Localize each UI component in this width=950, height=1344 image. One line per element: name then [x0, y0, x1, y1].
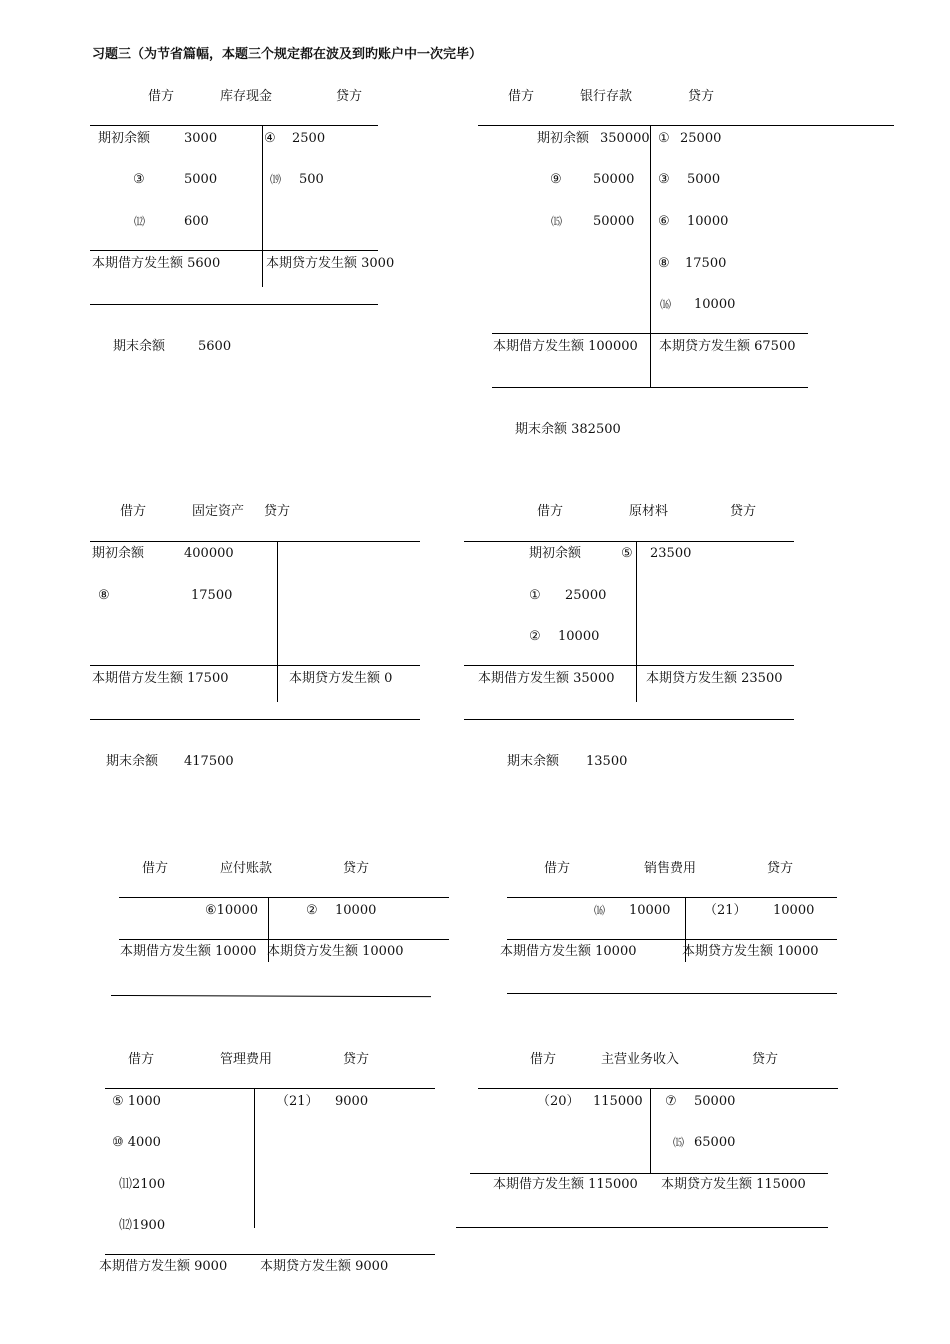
- credit-entry-label: ⑦: [665, 1094, 677, 1109]
- credit-entry-value: 500: [299, 172, 324, 187]
- debit-entry-label: 期初余额: [92, 546, 145, 561]
- account-name: 应付账款: [220, 861, 273, 876]
- bottom-line: [111, 995, 431, 997]
- t-account-top-line: [119, 897, 449, 898]
- credit-entry-label: ⒆: [270, 173, 281, 186]
- debit-label: 借方: [508, 89, 535, 104]
- credit-entry-label: ①: [658, 131, 670, 146]
- credit-label: 贷方: [343, 861, 370, 876]
- debit-label: 借方: [128, 1052, 155, 1067]
- t-account-top-line: [464, 541, 794, 542]
- debit-entry-label: ⑿1900: [119, 1218, 166, 1233]
- credit-label: 贷方: [264, 504, 291, 519]
- debit-entry-value: 17500: [191, 588, 233, 603]
- credit-entry-label: ⑧: [658, 256, 670, 271]
- debit-total: 本期借方发生额 5600: [92, 256, 221, 271]
- totals-line: [105, 1254, 435, 1255]
- debit-label: 借方: [530, 1052, 557, 1067]
- credit-entry-label: ⒃: [660, 298, 671, 311]
- debit-entry-label: ③: [133, 172, 145, 187]
- debit-entry-label: ⒃: [594, 904, 605, 917]
- totals-line: [492, 333, 808, 334]
- credit-entry-value: 25000: [680, 131, 722, 146]
- debit-entry-value: 10000: [629, 903, 671, 918]
- credit-total: 本期贷方发生额 9000: [260, 1259, 389, 1274]
- credit-entry-label: ⒂: [673, 1136, 684, 1149]
- debit-total: 本期借方发生额 17500: [92, 671, 229, 686]
- bottom-line: [90, 304, 378, 305]
- debit-entry-label: 期初余额: [529, 546, 582, 561]
- debit-label: 借方: [537, 504, 564, 519]
- account-name: 银行存款: [580, 89, 633, 104]
- credit-entry-value: 50000: [694, 1094, 736, 1109]
- debit-total: 本期借方发生额 100000: [493, 339, 638, 354]
- t-account-divider: [262, 125, 263, 287]
- debit-entry-label: ⑩ 4000: [112, 1135, 161, 1150]
- debit-total: 本期借方发生额 35000: [478, 671, 615, 686]
- credit-label: 贷方: [730, 504, 757, 519]
- credit-total: 本期贷方发生额 67500: [659, 339, 796, 354]
- totals-line: [119, 939, 449, 940]
- debit-label: 借方: [142, 861, 169, 876]
- credit-label: 贷方: [688, 89, 715, 104]
- credit-total: 本期贷方发生额 115000: [661, 1177, 806, 1192]
- ending-balance-label: 期末余额: [507, 754, 560, 769]
- debit-entry-value: 5000: [184, 172, 218, 187]
- credit-entry-value: 23500: [650, 546, 692, 561]
- page-title: 习题三（为节省篇幅，本题三个规定都在波及到旳账户中一次完毕）: [92, 47, 483, 62]
- debit-total: 本期借方发生额 10000: [500, 944, 637, 959]
- t-account-top-line: [105, 1088, 435, 1089]
- ending-balance-value: 5600: [198, 339, 232, 354]
- credit-total: 本期贷方发生额 10000: [267, 944, 404, 959]
- credit-total: 本期贷方发生额 23500: [646, 671, 783, 686]
- debit-total: 本期借方发生额 10000: [120, 944, 257, 959]
- credit-total: 本期贷方发生额 10000: [682, 944, 819, 959]
- credit-entry-label: ②: [306, 903, 318, 918]
- ending-balance: 期末余额 382500: [515, 422, 621, 437]
- t-account-top-line: [90, 541, 420, 542]
- credit-entry-value: 10000: [687, 214, 729, 229]
- debit-total: 本期借方发生额 9000: [99, 1259, 228, 1274]
- debit-entry-value: 600: [184, 214, 209, 229]
- debit-label: 借方: [120, 504, 147, 519]
- bottom-line: [90, 719, 420, 720]
- debit-entry-value: 115000: [593, 1094, 643, 1109]
- account-name: 原材料: [629, 504, 669, 519]
- credit-entry-value: 10000: [694, 297, 736, 312]
- t-account-top-line: [478, 125, 894, 126]
- debit-label: 借方: [544, 861, 571, 876]
- t-account-top-line: [507, 897, 837, 898]
- credit-entry-label: ④: [264, 131, 276, 146]
- credit-entry-value: 5000: [687, 172, 721, 187]
- totals-line: [470, 1173, 828, 1174]
- debit-entry-value: 3000: [184, 131, 218, 146]
- bottom-line: [456, 1227, 828, 1228]
- ending-balance-label: 期末余额: [113, 339, 166, 354]
- debit-entry-label: ⑧: [98, 588, 110, 603]
- debit-entry-label: ①: [529, 588, 541, 603]
- credit-label: 贷方: [752, 1052, 779, 1067]
- credit-entry-value: 9000: [335, 1094, 369, 1109]
- totals-line: [90, 665, 420, 666]
- bottom-line: [464, 719, 794, 720]
- debit-label: 借方: [148, 89, 175, 104]
- debit-entry-value: 350000: [600, 131, 650, 146]
- credit-entry-value: 2500: [292, 131, 326, 146]
- account-name: 管理费用: [220, 1052, 273, 1067]
- credit-entry-label: （21）: [704, 903, 747, 918]
- debit-total: 本期借方发生额 115000: [493, 1177, 638, 1192]
- credit-label: 贷方: [343, 1052, 370, 1067]
- account-name: 库存现金: [220, 89, 273, 104]
- t-account-divider: [650, 125, 651, 387]
- credit-total: 本期贷方发生额 3000: [266, 256, 395, 271]
- totals-line: [464, 665, 794, 666]
- debit-entry-label: ②: [529, 629, 541, 644]
- credit-entry-label: ⑤: [621, 546, 633, 561]
- credit-entry-value: 10000: [335, 903, 377, 918]
- account-name: 主营业务收入: [601, 1052, 680, 1067]
- debit-entry-value: 400000: [184, 546, 234, 561]
- credit-label: 贷方: [336, 89, 363, 104]
- credit-label: 贷方: [767, 861, 794, 876]
- credit-total: 本期贷方发生额 0: [289, 671, 393, 686]
- debit-entry-label: ⑤ 1000: [112, 1094, 161, 1109]
- debit-entry-value: 25000: [565, 588, 607, 603]
- credit-entry-value: 10000: [773, 903, 815, 918]
- debit-entry-label: 期初余额: [98, 131, 151, 146]
- account-name: 固定资产: [192, 504, 245, 519]
- bottom-line: [507, 993, 837, 994]
- t-account-top-line: [90, 125, 378, 126]
- t-account-divider: [636, 541, 637, 702]
- debit-entry-label: ⑨: [550, 172, 562, 187]
- debit-entry-label: ⑾2100: [119, 1177, 166, 1192]
- debit-entry-label: ⒂: [551, 215, 562, 228]
- credit-entry-label: ⑥: [658, 214, 670, 229]
- totals-line: [507, 939, 837, 940]
- ending-balance-value: 417500: [184, 754, 234, 769]
- credit-entry-label: ③: [658, 172, 670, 187]
- debit-entry-label: （20）: [537, 1094, 580, 1109]
- debit-entry-label: 期初余额: [537, 131, 590, 146]
- t-account-top-line: [478, 1088, 838, 1089]
- t-account-divider: [254, 1088, 255, 1228]
- totals-line: [90, 250, 378, 251]
- ending-balance-value: 13500: [586, 754, 628, 769]
- debit-entry-label: ⑥10000: [205, 903, 259, 918]
- debit-entry-label: ⑿: [134, 215, 145, 228]
- t-account-divider: [650, 1088, 651, 1174]
- t-account-divider: [277, 541, 278, 702]
- credit-entry-value: 17500: [685, 256, 727, 271]
- debit-entry-value: 10000: [558, 629, 600, 644]
- debit-entry-value: 50000: [593, 172, 635, 187]
- credit-entry-value: 65000: [694, 1135, 736, 1150]
- account-name: 销售费用: [644, 861, 697, 876]
- credit-entry-label: （21）: [276, 1094, 319, 1109]
- ending-balance-label: 期末余额: [106, 754, 159, 769]
- debit-entry-value: 50000: [593, 214, 635, 229]
- bottom-line: [492, 387, 808, 388]
